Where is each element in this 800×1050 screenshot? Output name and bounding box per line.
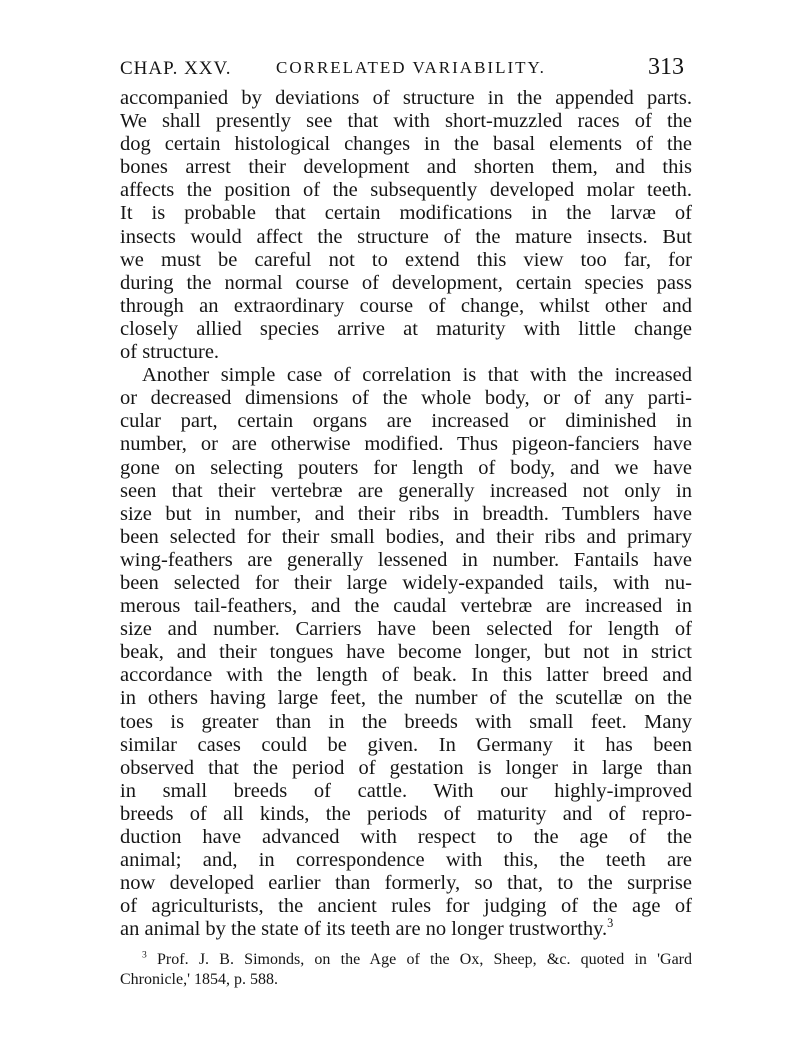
footnote-reference[interactable]: 3 xyxy=(607,916,614,931)
text-line: gone on selecting pouters for length of body, and we have xyxy=(120,456,692,479)
paragraph-1 xyxy=(120,87,692,364)
text-line: cular part, certain organs are increased or diminished in xyxy=(120,410,692,433)
text-line-with-footnote-ref xyxy=(120,918,692,941)
text-line: number, or are otherwise modified. Thus pigeon-fanciers have xyxy=(120,433,692,456)
text-line: dog certain histological changes in the basal elements of the xyxy=(120,133,692,156)
paragraph-2 xyxy=(120,364,692,941)
text-line: size and number. Carriers have been selected for length of xyxy=(120,618,692,641)
text-line: duction have advanced with respect to the age of the xyxy=(120,826,692,848)
text-line: animal; and, in correspondence with this, the teeth are xyxy=(120,849,692,872)
footnote-marker: 3 xyxy=(142,949,147,961)
footnote xyxy=(120,950,692,990)
text-line-content: an animal by the state of its teeth are no longer trustworthy. xyxy=(120,918,608,941)
footnote-text: Prof. J. B. Simonds, on the Age of the Ox, Sheep, &c. quoted in 'Gard xyxy=(157,951,692,968)
text-line: during the normal course of development, certain species pass xyxy=(120,271,692,294)
footnote-line xyxy=(120,950,692,970)
text-line: size but in number, and their ribs in breadth. Tumblers have xyxy=(120,502,692,525)
text-line: toes is greater than in the breeds with small feet. Many xyxy=(120,710,692,733)
page-number: 313 xyxy=(648,54,684,80)
text-line: or decreased dimensions of the whole body, or of any parti- xyxy=(120,387,692,410)
text-line: we must be careful not to extend this view too far, for xyxy=(120,248,692,271)
text-line: now developed earlier than formerly, so that, to the surprise xyxy=(120,872,692,895)
text-line: affects the position of the subsequently developed molar teeth. xyxy=(120,179,692,202)
text-line: seen that their vertebræ are generally increased not only in xyxy=(120,479,692,502)
text-line: accompanied by deviations of structure in the appended parts. xyxy=(120,87,692,109)
text-line: of structure. xyxy=(120,341,220,364)
text-line: We shall presently see that with short-muzzled races of the xyxy=(120,110,692,133)
running-head xyxy=(120,54,688,80)
text-line: insects would affect the structure of the mature insects. But xyxy=(120,225,692,248)
text-line: observed that the period of gestation is longer in large than xyxy=(120,756,692,779)
text-line: It is probable that certain modifications in the larvæ of xyxy=(120,202,692,225)
text-line: through an extraordinary course of change, whilst other and xyxy=(120,294,692,317)
text-line: closely allied species arrive at maturity with little change xyxy=(120,317,692,340)
text-line: similar cases could be given. In Germany it has been xyxy=(120,733,692,756)
body-text xyxy=(120,87,692,941)
text-line: of agriculturists, the ancient rules for judging of the age of xyxy=(120,895,692,918)
text-line: accordance with the length of beak. In this latter breed and xyxy=(120,664,692,687)
text-line: been selected for their large widely-expanded tails, with nu- xyxy=(120,571,692,594)
text-line: breeds of all kinds, the periods of maturity and of repro- xyxy=(120,802,692,825)
text-line: beak, and their tongues have become longer, but not in strict xyxy=(120,641,692,664)
footnote-line: Chronicle,' 1854, p. 588. xyxy=(120,971,278,988)
text-line: been selected for their small bodies, and their ribs and primary xyxy=(120,525,692,548)
text-line: merous tail-feathers, and the caudal vertebræ are increased in xyxy=(120,595,692,618)
text-line: in small breeds of cattle. With our highly-improved xyxy=(120,779,692,802)
text-line: in others having large feet, the number of the scutellæ on the xyxy=(120,687,692,710)
text-line: Another simple case of correlation is that with the increased xyxy=(142,364,692,387)
running-title: CORRELATED VARIABILITY. xyxy=(276,58,546,77)
text-line: bones arrest their development and shorten them, and this xyxy=(120,156,692,179)
text-line: wing-feathers are generally lessened in number. Fantails have xyxy=(120,548,692,571)
chapter-label: CHAP. XXV. xyxy=(120,58,232,79)
